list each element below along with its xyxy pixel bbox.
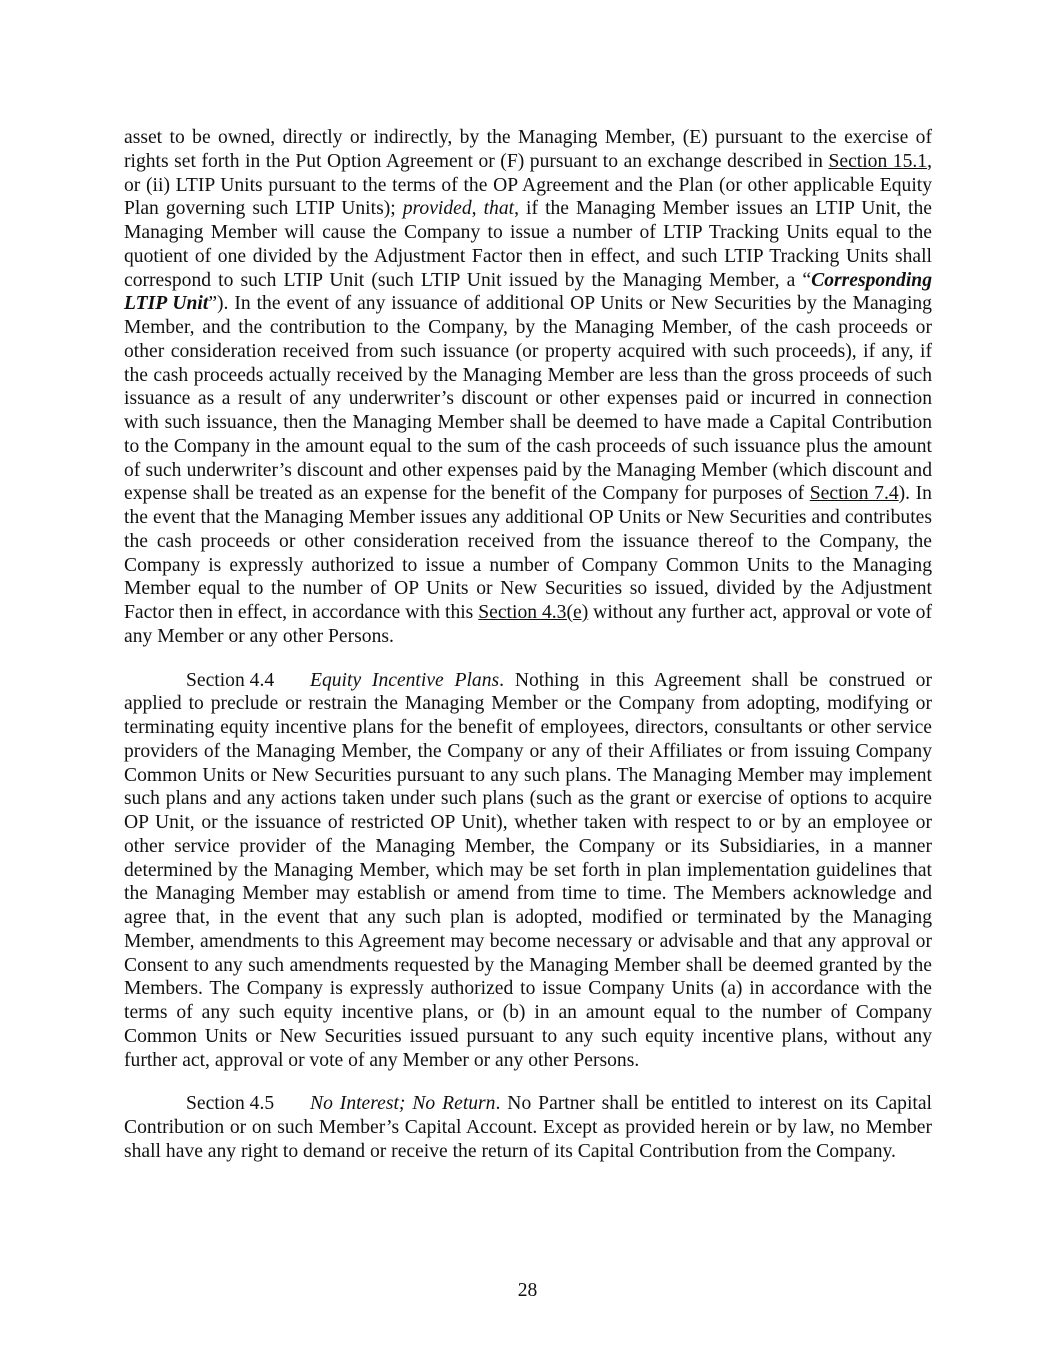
document-page bbox=[124, 126, 932, 1184]
text: ). In the event that the Managing Member issues any additional OP Units or New Securities and contributes the cash proceeds or other consideration received from the issuance thereof to the Company, the Company is expressly authorized to issue a number of Company Common Units to the Managing Member equal to the number of OP Units or New Securities so issued, divided by the Adjustment Factor then in effect, in accordance with this bbox=[124, 483, 932, 623]
paragraph-continuation bbox=[124, 126, 932, 649]
cross-reference-section-4-3e[interactable]: Section 4.3(e) bbox=[478, 602, 589, 623]
section-title: Equity Incentive Plans bbox=[310, 669, 500, 691]
defined-term: Corresponding LTIP Unit bbox=[124, 269, 932, 315]
text: , if the Managing Member issues an LTIP Unit, the Managing Member will cause the Company to issue a number of LTIP Tracking Units equal to the quotient of one divided by the Adjustment Factor then in effect, and such LTIP Tracking Units shall correspond to such LTIP Unit (such LTIP Unit issued by the Managing Member, a “ bbox=[124, 198, 932, 291]
section-body: . Nothing in this Agreement shall be construed or applied to preclude or restrain the Managing Member or the Company from adopting, modifying or terminating equity incentive plans for the benefit of employees, directors, consultants or other service providers of the Managing Member, the Company or any of their Affiliates or from issuing Company Common Units or New Securities pursuant to any such plans. The Managing Member may implement such plans and any actions taken under such plans (such as the grant or exercise of options to acquire OP Unit, or the issuance of restricted OP Unit), whether taken with respect to or by an employee or other service provider of the Managing Member, the Company or its Subsidiaries, in a manner determined by the Managing Member, which may be set forth in plan implementation guidelines that the Managing Member may establish or amend from time to time. The Members acknowledge and agree that, in the event that any such plan is adopted, modified or terminated by the Managing Member, amendments to this Agreement may become necessary or advisable and that any approval or Consent to any such amendments requested by the Managing Member shall be deemed granted by the Members. The Company is expressly authorized to issue Company Units (a) in accordance with the terms of any such equity incentive plans, or (b) in an amount equal to the number of Company Common Units or New Securities issued pursuant to any such equity incentive plans, without any further act, approval or vote of any Member or any other Persons. bbox=[124, 669, 932, 1071]
text: without any further act, approval or vote of any Member or any other Persons. bbox=[124, 602, 932, 647]
section-body: . No Partner shall be entitled to interest on its Capital Contribution or on such Member’s Capital Account. Except as provided herein or by law, no Member shall have any right to demand or receive the return of its Capital Contribution from the Company. bbox=[124, 1093, 933, 1162]
page-number: 28 bbox=[517, 1280, 538, 1301]
text: ”). In the event of any issuance of additional OP Units or New Securities by the Managing Member, and the contribution to the Company, by the Managing Member, of the cash proceeds or other consideration received from such issuance (or property acquired with such proceeds), if any, if the cash proceeds actually received by the Managing Member are less than the gross proceeds of such issuance as a result of any underwriter’s discount or other expenses paid or incurred in connection with such issuance, then the Managing Member shall be deemed to have made a Capital Contribution to the Company in the amount equal to the sum of the cash proceeds of such issuance plus the amount of such underwriter’s discount and other expenses paid by the Managing Member (which discount and expense shall be treated as an expense for the benefit of the Company for purposes of bbox=[124, 293, 932, 505]
text: , or (ii) LTIP Units pursuant to the terms of the OP Agreement and the Plan (or other applicable Equity Plan governing such LTIP Units); bbox=[124, 150, 932, 220]
section-number: Section 4.5 bbox=[186, 1093, 275, 1115]
text: asset to be owned, directly or indirectly, by the Managing Member, (E) pursuant to the exercise of rights set forth in the Put Option Agreement or (F) pursuant to an exchange described in bbox=[124, 127, 932, 172]
italic-term: provided bbox=[402, 198, 472, 220]
text: , bbox=[471, 198, 484, 220]
cross-reference-section-15-1[interactable]: Section 15.1 bbox=[828, 150, 928, 172]
cross-reference-section-7-4[interactable]: Section 7.4 bbox=[809, 483, 899, 505]
section-4-5 bbox=[124, 1092, 932, 1163]
section-number: Section 4.4 bbox=[186, 669, 275, 691]
italic-term: that bbox=[483, 198, 515, 220]
section-4-4 bbox=[124, 669, 932, 1073]
section-title: No Interest; No Return bbox=[310, 1093, 496, 1115]
